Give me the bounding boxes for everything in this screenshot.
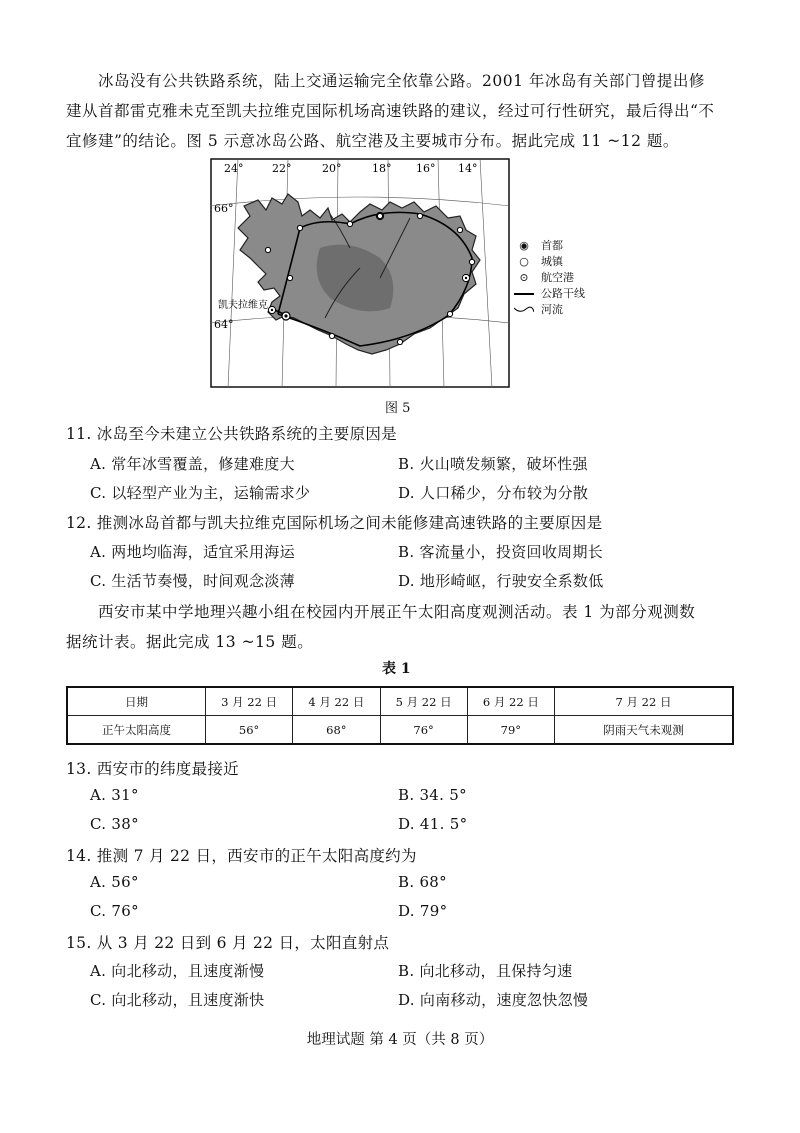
table-value-5: 阴雨天气未观测	[555, 716, 734, 745]
intro-paragraph-2	[66, 597, 736, 657]
q14-option-b: B. 68°	[398, 873, 447, 891]
q14-option-d: D. 79°	[398, 902, 448, 920]
q13-option-a: A. 31°	[90, 786, 139, 804]
iceland-map	[210, 158, 510, 388]
q12-option-b: B. 客流量小，投资回收周期长	[398, 543, 604, 561]
legend-airport: ⊙ 航空港	[513, 270, 585, 286]
q11-option-d: D. 人口稀少，分布较为分散	[398, 484, 589, 502]
q11-option-a: A. 常年冰雪覆盖，修建难度大	[90, 455, 295, 473]
figure-caption: 图 5	[385, 401, 411, 416]
lat-label-66: 66°	[214, 202, 234, 215]
town-icon: ○	[519, 255, 529, 268]
iceland-map-figure	[210, 158, 510, 388]
lon-label-18: 18°	[372, 162, 392, 175]
table-value-4: 79°	[467, 716, 554, 745]
q15-option-c: C. 向北移动，且速度渐快	[90, 991, 265, 1009]
intro-line-2: 建从首都雷克雅未克至凯夫拉维克国际机场高速铁路的建议，经过可行性研究，最后得出“不	[66, 102, 715, 120]
intro-paragraph-1	[66, 66, 736, 156]
legend-road: 公路干线	[513, 286, 585, 302]
table-date-2: 4 月 22 日	[293, 687, 380, 716]
legend-river: 河流	[513, 302, 585, 318]
table-title: 表 1	[382, 661, 411, 677]
lat-label-64: 64°	[214, 318, 234, 331]
table-value-row	[67, 716, 733, 745]
table-value-3: 76°	[380, 716, 467, 745]
lon-label-14: 14°	[458, 162, 478, 175]
airport-icon: ⊙	[519, 271, 529, 284]
question-11-stem: 11. 冰岛至今未建立公共铁路系统的主要原因是	[66, 425, 397, 443]
q12-option-c: C. 生活节奏慢，时间观念淡薄	[90, 572, 295, 590]
table-header-label: 日期	[67, 687, 206, 716]
q14-option-c: C. 76°	[90, 902, 139, 920]
q15-option-a: A. 向北移动，且速度渐慢	[90, 962, 265, 980]
capital-icon: ◉	[519, 239, 529, 252]
keflavik-label: 凯夫拉维克	[218, 300, 268, 311]
table-value-1: 56°	[206, 716, 293, 745]
q11-option-c: C. 以轻型产业为主，运输需求少	[90, 484, 311, 502]
lon-label-24: 24°	[224, 162, 244, 175]
q15-option-d: D. 向南移动，速度忽快忽慢	[398, 991, 589, 1009]
intro-line-1: 冰岛没有公共铁路系统，陆上交通运输完全依靠公路。2001 年冰岛有关部门曾提出修	[98, 72, 705, 90]
road-line-icon	[513, 291, 535, 297]
legend-town: ○ 城镇	[513, 254, 585, 270]
observation-table	[66, 686, 734, 745]
question-12-stem: 12. 推测冰岛首都与凯夫拉维克国际机场之间未能修建高速铁路的主要原因是	[66, 514, 603, 532]
table-date-5: 7 月 22 日	[555, 687, 734, 716]
river-line-icon	[513, 306, 535, 314]
q13-option-b: B. 34. 5°	[398, 786, 467, 804]
q12-option-a: A. 两地均临海，适宜采用海运	[90, 543, 295, 561]
q11-option-b: B. 火山喷发频繁，破坏性强	[398, 455, 588, 473]
table-date-3: 5 月 22 日	[380, 687, 467, 716]
q14-option-a: A. 56°	[90, 873, 139, 891]
q13-option-d: D. 41. 5°	[398, 815, 468, 833]
question-15-stem: 15. 从 3 月 22 日到 6 月 22 日，太阳直射点	[66, 934, 390, 952]
table-date-1: 3 月 22 日	[206, 687, 293, 716]
question-13-stem: 13. 西安市的纬度最接近	[66, 760, 239, 778]
intro2-line-2: 据统计表。据此完成 13 ~15 题。	[66, 633, 314, 651]
q12-option-d: D. 地形崎岖，行驶安全系数低	[398, 572, 604, 590]
q13-option-c: C. 38°	[90, 815, 139, 833]
lon-label-20: 20°	[322, 162, 342, 175]
table-value-2: 68°	[293, 716, 380, 745]
table-row-label: 正午太阳高度	[67, 716, 206, 745]
question-14-stem: 14. 推测 7 月 22 日，西安市的正午太阳高度约为	[66, 847, 417, 865]
table-date-4: 6 月 22 日	[467, 687, 554, 716]
legend-capital: ◉ 首都	[513, 238, 585, 254]
lon-label-22: 22°	[272, 162, 292, 175]
map-legend	[513, 238, 585, 318]
page-footer: 地理试题 第 4 页（共 8 页）	[306, 1032, 494, 1048]
table-header-row	[67, 687, 733, 716]
intro2-line-1: 西安市某中学地理兴趣小组在校园内开展正午太阳高度观测活动。表 1 为部分观测数	[98, 603, 696, 621]
q15-option-b: B. 向北移动，且保持匀速	[398, 962, 573, 980]
intro-line-3: 宜修建”的结论。图 5 示意冰岛公路、航空港及主要城市分布。据此完成 11 ~12 题。	[66, 132, 679, 150]
lon-label-16: 16°	[416, 162, 436, 175]
